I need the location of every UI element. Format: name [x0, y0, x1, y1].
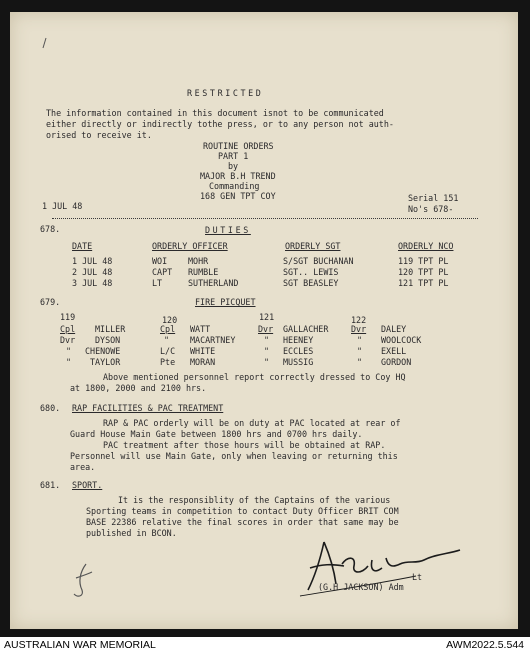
nco-platoon: 119 TPT PL	[398, 256, 449, 266]
picquet-rank: "	[264, 346, 270, 356]
officer-name: RUMBLE	[188, 267, 219, 277]
duty-date: 2 JUL 48	[72, 267, 113, 277]
picquet-name: WHITE	[190, 346, 216, 356]
picquet-rank: Cpl	[60, 324, 76, 334]
footer-accession-number: AWM2022.5.544	[446, 639, 524, 651]
picquet-name: DALEY	[381, 324, 407, 334]
column-header: ORDERLY NCO	[398, 241, 454, 251]
picquet-rank: "	[264, 357, 270, 367]
orders-part: PART 1	[218, 151, 249, 161]
sgt-name: S/SGT BUCHANAN	[283, 256, 354, 266]
picquet-rank: Dvr	[60, 335, 76, 345]
signatory-name: (G.H JACKSON) Adm	[318, 582, 404, 592]
picquet-rank: "	[66, 357, 72, 367]
picquet-rank: "	[66, 346, 72, 356]
picquet-name: TAYLOR	[90, 357, 121, 367]
picquet-name: GALLACHER	[283, 324, 329, 334]
sgt-name: SGT BEASLEY	[283, 278, 339, 288]
orders-title: ROUTINE ORDERS	[203, 141, 274, 151]
platoon-number: 120	[162, 315, 178, 325]
footer-institution: AUSTRALIAN WAR MEMORIAL	[4, 639, 156, 651]
sport-heading: SPORT.	[72, 480, 103, 490]
rap-heading: RAP FACILITIES & PAC TREATMENT	[72, 403, 224, 413]
officer-name: MOHR	[188, 256, 209, 266]
section-number: 680.	[40, 403, 61, 413]
picquet-rank: L/C	[160, 346, 176, 356]
picquet-name: MORAN	[190, 357, 216, 367]
picquet-rank: Cpl	[160, 324, 176, 334]
picquet-name: MACARTNEY	[190, 335, 236, 345]
officer-rank: LT	[152, 278, 163, 288]
unit-name: 168 GEN TPT COY	[200, 191, 276, 201]
picquet-rank: Dvr	[258, 324, 274, 334]
picquet-rank: Pte	[160, 357, 176, 367]
section-number: 681.	[40, 480, 61, 490]
picquet-name: MUSSIG	[283, 357, 314, 367]
rap-line: Guard House Main Gate between 1800 hrs and 0700 hrs daily.	[70, 429, 363, 439]
duty-date: 1 JUL 48	[72, 256, 113, 266]
picquet-note-line: Above mentioned personnel report correctly dressed to Coy HQ	[103, 372, 406, 382]
notice-line: The information contained in this document isnot to be communicated	[46, 108, 384, 118]
section-number: 678.	[40, 224, 61, 234]
picquet-rank: "	[357, 357, 363, 367]
picquet-rank: "	[264, 335, 270, 345]
platoon-number: 121	[259, 312, 275, 322]
picquet-name: HEENEY	[283, 335, 314, 345]
picquet-rank: "	[164, 335, 170, 345]
notice-line: either directly or indirectly tothe press, or to any person not auth-	[46, 119, 394, 129]
platoon-number: 119	[60, 312, 76, 322]
platoon-number: 122	[351, 315, 367, 325]
rap-line: PAC treatment after those hours will be obtained at RAP.	[103, 440, 386, 450]
picquet-name: MILLER	[95, 324, 126, 334]
picquet-name: EXELL	[381, 346, 407, 356]
picquet-name: GORDON	[381, 357, 412, 367]
sport-line: Sporting teams in competition to contact Duty Officer BRIT COM	[86, 506, 399, 516]
picquet-rank: Dvr	[351, 324, 367, 334]
notice-line: orised to receive it.	[46, 130, 152, 140]
sport-line: It is the responsiblity of the Captains of the various	[118, 495, 391, 505]
restricted-heading: RESTRICTED	[187, 88, 264, 98]
picquet-name: ECCLES	[283, 346, 314, 356]
rap-line: area.	[70, 462, 96, 472]
pencil-tick-mark	[40, 36, 50, 50]
column-header: DATE	[72, 241, 93, 251]
officer-name: SUTHERLAND	[188, 278, 239, 288]
column-header: ORDERLY OFFICER	[152, 241, 228, 251]
duty-date: 3 JUL 48	[72, 278, 113, 288]
sport-line: BASE 22386 relative the final scores in order that same may be	[86, 517, 399, 527]
sport-line: published in BCON.	[86, 528, 177, 538]
section-number: 679.	[40, 297, 61, 307]
picquet-name: WATT	[190, 324, 211, 334]
picquet-rank: "	[357, 346, 363, 356]
nco-platoon: 120 TPT PL	[398, 267, 449, 277]
commander-name: MAJOR B.H TREND	[200, 171, 276, 181]
order-date: 1 JUL 48	[42, 201, 83, 211]
picquet-name: WOOLCOCK	[381, 335, 422, 345]
dotted-separator	[52, 218, 478, 219]
picquet-note-line: at 1800, 2000 and 2100 hrs.	[70, 383, 207, 393]
sgt-name: SGT.. LEWIS	[283, 267, 339, 277]
commanding-label: Commanding	[209, 181, 260, 191]
officer-rank: CAPT	[152, 267, 173, 277]
order-numbers: No's 678-	[408, 204, 454, 214]
duties-heading: DUTIES	[205, 225, 251, 235]
picquet-name: CHENOWE	[85, 346, 121, 356]
rap-line: Personnel will use Main Gate, only when leaving or returning this	[70, 451, 398, 461]
picquet-name: DYSON	[95, 335, 121, 345]
serial-number: Serial 151	[408, 193, 459, 203]
column-header: ORDERLY SGT	[285, 241, 341, 251]
handwritten-initial	[70, 560, 96, 600]
officer-rank: WOI	[152, 256, 168, 266]
fire-picquet-heading: FIRE PICQUET	[195, 297, 256, 307]
signature-rank: Lt	[412, 572, 423, 582]
rap-line: RAP & PAC orderly will be on duty at PAC located at rear of	[103, 418, 401, 428]
nco-platoon: 121 TPT PL	[398, 278, 449, 288]
orders-by: by	[228, 161, 239, 171]
picquet-rank: "	[357, 335, 363, 345]
